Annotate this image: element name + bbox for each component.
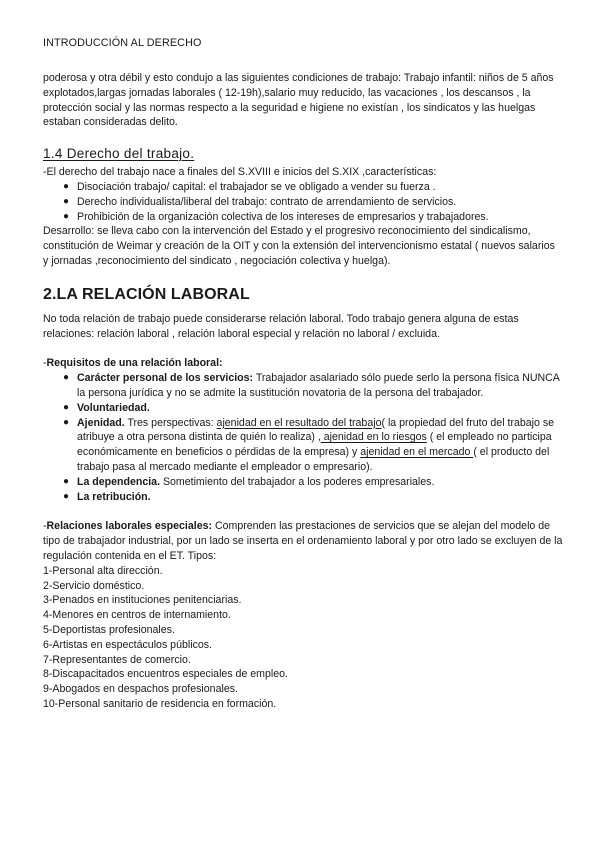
requisito-text: ( la propiedad del fruto del trabajo se atribuye a otra persona distinta de quién lo realiza) , [77,416,555,444]
list-item [43,371,563,401]
requisito-title: Ajenidad. [77,416,125,429]
requisito-text: ( el producto del trabajo pasa al mercado mediante el empleador o empresario). [77,446,550,473]
list-item [43,490,563,505]
list-item: 3-Penados en instituciones penitenciarias. [43,594,242,607]
list-item-text: Derecho individualista/liberal del trabajo: contrato de arrendamiento de servicios. [77,195,457,208]
list-item [43,475,563,490]
section-1-4-intro: -El derecho del trabajo nace a finales del S.XVIII e inicios del S.XIX ,características: [43,166,437,179]
section-2-text: No toda relación de trabajo puede considerarse relación laboral. Todo trabajo genera alguna de estas relaciones: relación laboral , relación laboral especial y relación no laboral / excluida. [43,312,519,340]
section-1-4-title: 1.4 Derecho del trabajo. [43,146,195,162]
requisitos-heading-text: Requisitos de una relación laboral: [46,357,223,370]
requisito-text: Tres perspectivas: [124,416,217,429]
list-item: 7-Representantes de comercio. [43,653,191,666]
especiales-label: Relaciones laborales especiales: [46,520,213,533]
requisitos-dash: - [43,357,47,370]
bullet-icon: ● [63,416,70,428]
bullet-icon: ● [63,475,70,487]
intro-paragraph: poderosa y otra débil y esto condujo a las siguientes condiciones de trabajo: Trabajo infantil: niños de 5 años explotados,largas jornadas laborales ( 12-19h),salario muy reducido, las vacaciones , los descansos , la protección social y las normas respecto a la seguridad e higiene no existían , los sindicatos y las huelgas estaban consideradas delito. [43,72,554,129]
bullet-icon: ● [63,372,70,384]
requisito-title: Carácter personal de los servicios: [77,372,254,385]
requisitos-list [43,371,563,504]
list-item: 4-Menores en centros de internamiento. [43,609,231,622]
list-item [43,416,563,475]
especiales-types-list [43,564,563,712]
page-content [43,71,563,712]
requisito-text: ( el empleado no participa económicamente en beneficios o pérdidas de la empresa) y [77,431,552,459]
list-item: 5-Deportistas profesionales. [43,623,175,636]
underlined-term: ajenidad en el resultado del trabajo [216,416,382,429]
list-item [43,210,563,225]
list-item: 2-Servicio doméstico. [43,579,145,592]
list-item [43,401,563,416]
section-2-title: 2.LA RELACIÓN LABORAL [43,285,250,303]
bullet-icon: ● [63,490,70,502]
especiales-paragraph [43,519,563,563]
list-item: 8-Discapacitados encuentros especiales de empleo. [43,668,288,681]
running-header: INTRODUCCIÓN AL DERECHO [43,37,202,49]
bullet-icon: ● [63,210,70,222]
bullet-icon: ● [63,195,70,207]
requisito-title: La retribución. [77,490,151,503]
list-item [43,195,563,210]
requisito-title: Voluntariedad. [77,401,150,414]
list-item: 6-Artistas en espectáculos públicos. [43,638,212,651]
list-item-text: Disociación trabajo/ capital: el trabajador se ve obligado a vender su fuerza . [77,180,436,193]
development-paragraph: Desarrollo: se lleva cabo con la intervención del Estado y el progresivo reconocimiento del sindicalismo, constitución de Weimar y creación de la OIT y con la extensión del intervencionismo estatal ( nuevos salarios y jornadas ,reconocimiento del sindicato , negociación colectiva y huelga). [43,225,555,267]
requisito-title: La dependencia. [77,475,161,488]
list-item [43,180,563,195]
underlined-term: ajenidad en el mercado [360,446,474,459]
bullet-icon: ● [63,401,70,413]
requisito-text: Sometimiento del trabajador a los poderes empresariales. [160,475,435,488]
characteristics-list [43,180,563,224]
underlined-term: ajenidad en lo riesgos [320,431,427,444]
requisitos-heading [43,356,563,371]
requisito-text: Trabajador asalariado sólo puede serlo la persona física NUNCA la persona jurídica y no se admite la sustitución novatoria de la persona del trabajador. [77,372,560,399]
bullet-icon: ● [63,180,70,192]
list-item: 1-Personal alta dirección. [43,564,163,577]
especiales-dash: - [43,520,47,533]
list-item-text: Prohibición de la organización colectiva de los intereses de empresarios y trabajadores. [77,210,489,223]
especiales-text: Comprenden las prestaciones de servicios que se alejan del modelo de tipo de trabajador industrial, por un lado se inserta en el ordenamiento laboral y por otro lado se excluyen de la regulación contenida en el ET. Tipos: [43,520,563,562]
list-item: 10-Personal sanitario de residencia en formación. [43,697,277,710]
list-item: 9-Abogados en despachos profesionales. [43,683,238,696]
